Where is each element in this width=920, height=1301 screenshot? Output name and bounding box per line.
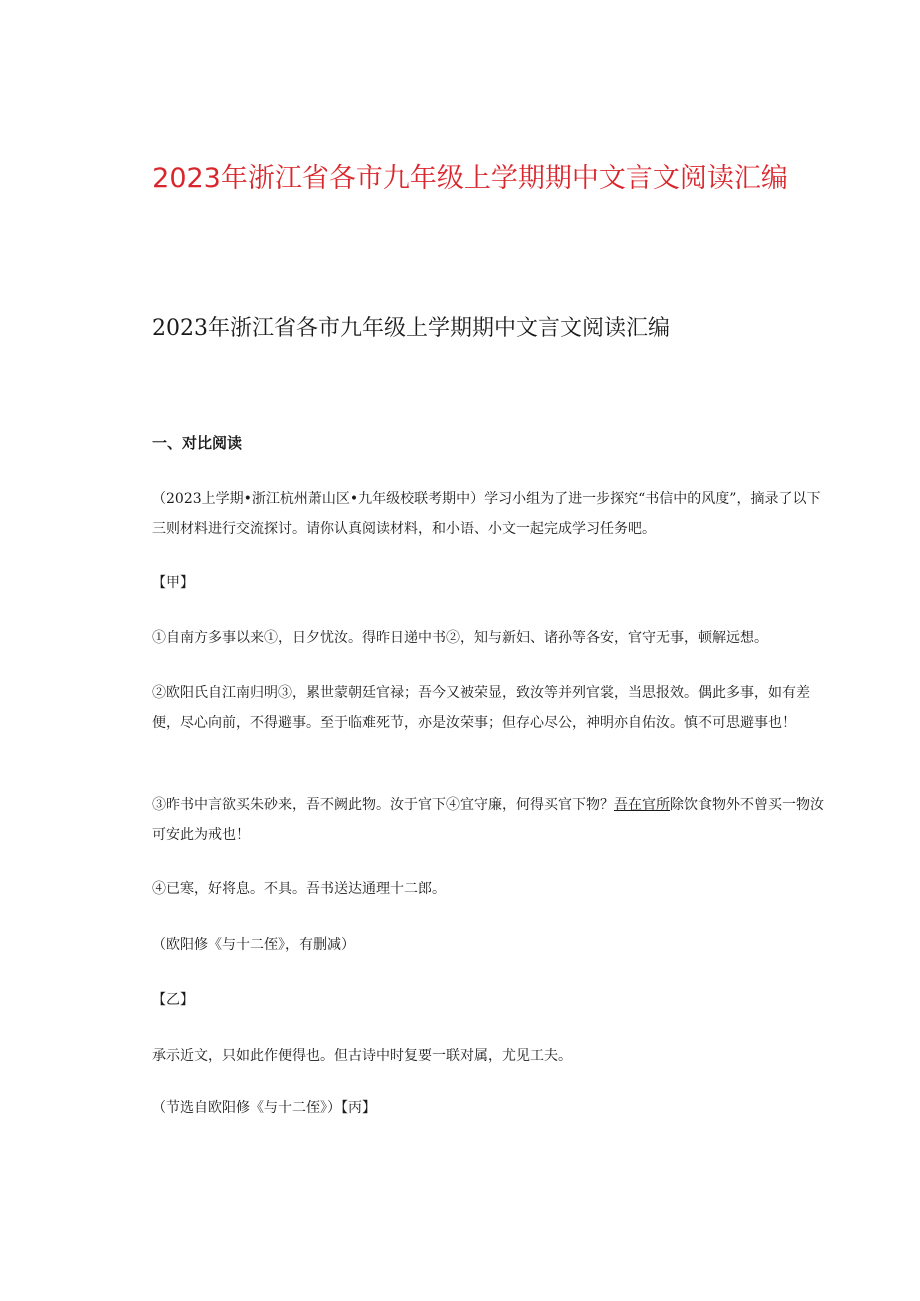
- yi-label: 【乙】: [152, 992, 194, 1008]
- yi-source: （节选自欧阳修《与十二侄》）【丙】: [152, 1100, 376, 1116]
- page-title: 2023年浙江省各市九年级上学期期中文言文阅读汇编: [152, 163, 788, 194]
- jia-source: （欧阳修《与十二侄》，有删减）: [152, 937, 355, 953]
- jia-paragraph-3-after: 除饮食物外不曾买一物汝可安此为戒也！: [152, 797, 824, 843]
- document-subtitle: 2023年浙江省各市九年级上学期期中文言文阅读汇编: [152, 316, 670, 341]
- yi-paragraph-1: 承示近文，只如此作便得也。但古诗中时复要一联对属，尤见工夫。: [152, 1048, 572, 1064]
- jia-paragraph-3-before: ③昨书中言欲买朱砂来，吾不阙此物。汝于官下④宜守廉，何得买官下物？: [152, 797, 614, 813]
- jia-paragraph-1: ①自南方多事以来①，日夕忧汝。得昨日递中书②，知与新妇、诸孙等各安，官守无事，顿解远想。: [152, 630, 768, 646]
- jia-paragraph-4: ④已寒，好将息。不具。吾书送达通理十二郎。: [152, 881, 446, 897]
- jia-paragraph-3: [152, 790, 832, 850]
- jia-paragraph-3-underlined: 吾在官所: [614, 797, 670, 813]
- jia-paragraph-2: ②欧阳氏自江南归明③，累世蒙朝廷官禄；吾今又被荣显，致汝等并列官裳，当思报效。偶此多事，如有差便，尽心向前，不得避事。至于临难死节，亦是汝荣事；但存心尽公，神明亦自佑汝。慎不可思避事也！: [152, 685, 810, 731]
- intro-paragraph: （2023上学期•浙江杭州萧山区•九年级校联考期中）学习小组为了进一步探究“书信中的风度”，摘录了以下三则材料进行交流探讨。请你认真阅读材料，和小语、小文一起完成学习任务吧。: [152, 491, 821, 537]
- jia-label: 【甲】: [152, 575, 194, 591]
- section-heading: 一、对比阅读: [152, 434, 243, 452]
